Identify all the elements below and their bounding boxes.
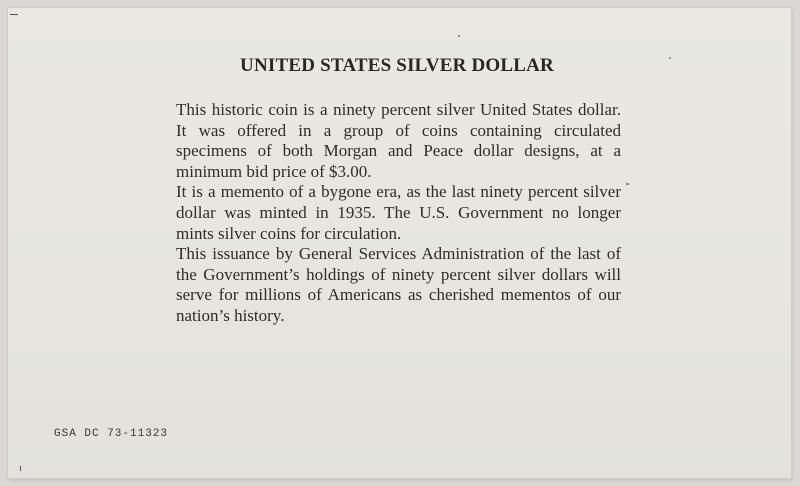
corner-mark-bottom: [20, 466, 21, 471]
body-paragraph: It is a memento of a bygone era, as the last ninety percent silver dollar was minted in 1935. The U.S. Government no longer mints silver coins for circulation.: [176, 182, 621, 243]
corner-mark-top: [10, 14, 18, 15]
body-paragraph: This issuance by General Services Administration of the last of the Government’s holdings of ninety percent silver dollars will serve for millions of Americans as cherished mementos of our nation’s history.: [176, 244, 621, 325]
paper-speck: [458, 35, 460, 37]
paper-speck: [626, 183, 629, 185]
body-paragraph: This historic coin is a ninety percent silver United States dollar. It was offered in a group of coins containing circulated specimens of both Morgan and Peace dollar designs, at a minimum bid price of $3.00.: [176, 100, 621, 181]
document-title: UNITED STATES SILVER DOLLAR: [240, 55, 554, 76]
document-code: GSA DC 73-11323: [54, 428, 169, 440]
document-body: [176, 100, 621, 327]
